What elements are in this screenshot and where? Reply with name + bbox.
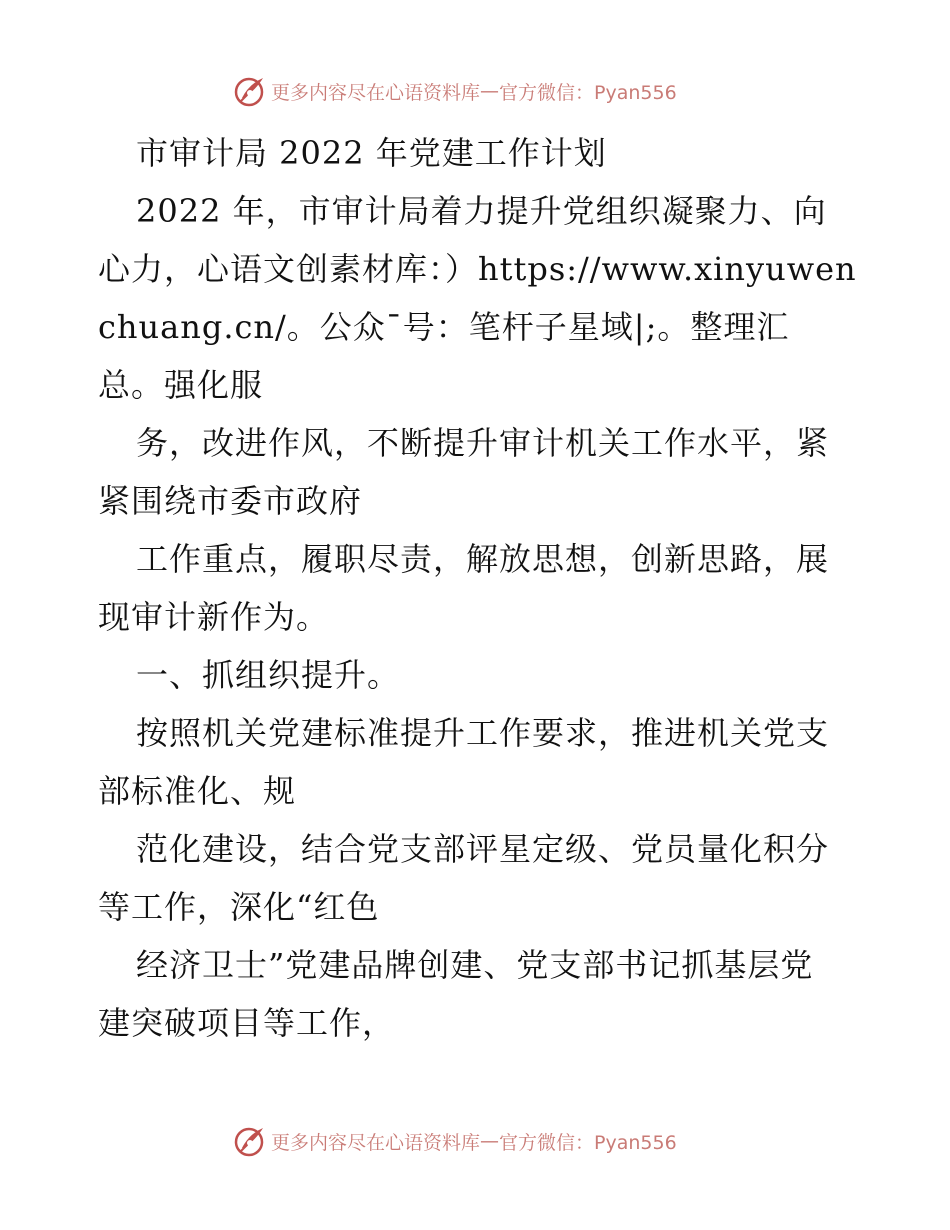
feather-pen-logo-icon <box>233 74 267 108</box>
paragraph-line: 按照机关党建标准提升工作要求，推进机关党支 <box>136 714 830 752</box>
paragraph-line: 部标准化、规 <box>98 772 297 810</box>
paragraph-line: 范化建设，结合党支部评星定级、党员量化积分 <box>136 830 830 868</box>
paragraph-line: 2022 年，市审计局着力提升党组织凝聚力、向 <box>136 192 827 230</box>
paragraph-line: 务，改进作风，不断提升审计机关工作水平，紧 <box>136 424 830 462</box>
header-banner <box>233 71 733 111</box>
paragraph-line: 建突破项目等工作， <box>98 1004 396 1042</box>
paragraph-line: 心力，心语文创素材库：）https://www.xinyuwen <box>98 250 857 288</box>
paragraph-line: 等工作，深化“红色 <box>98 888 380 926</box>
section-heading: 一、抓组织提升。 <box>136 656 401 694</box>
paragraph-line: chuang.cn/。公众¯号：笔杆子星域|;。整理汇 <box>98 308 790 346</box>
feather-pen-logo-icon <box>233 1124 267 1158</box>
document-body <box>98 124 858 1052</box>
paragraph-line: 工作重点，履职尽责，解放思想，创新思路，展 <box>136 540 830 578</box>
paragraph-line: 经济卫士”党建品牌创建、党支部书记抓基层党 <box>136 946 814 984</box>
banner-separator: — <box>480 80 500 102</box>
banner-contact: 官方微信：Pyan556 <box>499 81 677 104</box>
paragraph-line: 总。强化服 <box>98 366 264 404</box>
banner-contact: 官方微信：Pyan556 <box>499 1131 677 1154</box>
footer-banner <box>233 1121 733 1161</box>
banner-separator: — <box>480 1130 500 1152</box>
banner-text: 更多内容尽在心语资料库 <box>271 1131 481 1154</box>
paragraph-line: 现审计新作为。 <box>98 598 330 636</box>
banner-text: 更多内容尽在心语资料库 <box>271 81 481 104</box>
paragraph-line: 紧围绕市委市政府 <box>98 482 363 520</box>
doc-title: 市审计局 2022 年党建工作计划 <box>136 134 607 172</box>
